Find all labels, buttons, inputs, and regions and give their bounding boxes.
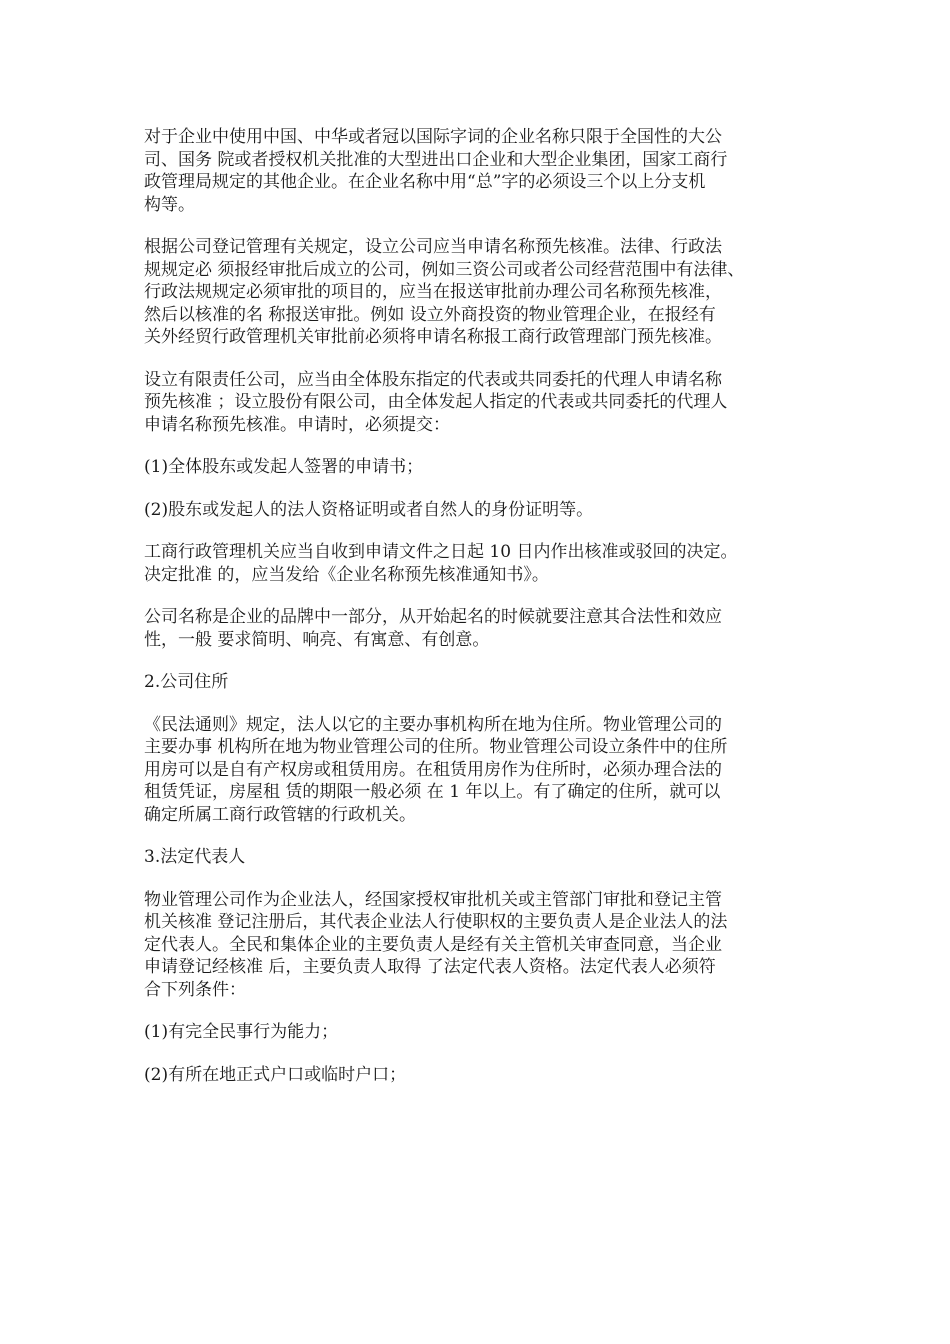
paragraph-company-residence: 《民法通则》规定，法人以它的主要办事机构所在地为住所。物业管理公司的 主要办事 机构所在地为物业管理公司的住所。物业管理公司设立条件中的住所 用房可以是自有产权房或租赁用房。在租赁用房作为住所时，必须办理合法的 租赁凭证，房屋租 赁的期限一般必须 在 1 年以上。有了确定的住所，就可以 确定所属工商行政管辖的行政机关。	[144, 714, 728, 825]
list-item-application-form: (1)全体股东或发起人签署的申请书；	[144, 457, 424, 477]
paragraph-enterprise-name-scope: 对于企业中使用中国、中华或者冠以国际字词的企业名称只限于全国性的大公 司、国务 院或者授权机关批准的大型进出口企业和大型企业集团，国家工商行 政管理局规定的其他企业。在企业名称中用“总”字的必须设三个以上分支机 构等。	[144, 127, 728, 215]
paragraph-approval-decision: 工商行政管理机关应当自收到申请文件之日起 10 日内作出核准或驳回的决定。 决定批准 的，应当发给《企业名称预先核准通知书》。	[144, 542, 738, 585]
paragraph-legal-representative: 物业管理公司作为企业法人，经国家授权审批机关或主管部门审批和登记主管 机关核准 登记注册后，其代表企业法人行使职权的主要负责人是企业法人的法 定代表人。全民和集体企业的主要负责人是经有关主管机关审查同意，当企业 申请登记经核准 后，主要负责人取得 了法定代表人资格。法定代表人必须符 合下列条件：	[144, 889, 728, 1000]
list-item-household-registration: (2)有所在地正式户口或临时户口；	[144, 1064, 407, 1085]
section-heading-residence: 2.公司住所	[144, 672, 229, 692]
paragraph-name-pre-approval: 根据公司登记管理有关规定，设立公司应当申请名称预先核准。法律、行政法 规规定必 须报经审批后成立的公司，例如三资公司或者公司经营范围中有法律、 行政法规规定必须审批的项目的，应当在报送审批前办理公司名称预先核准， 然后以核准的名 称报送审批。例如 设立外商投资的物业管理企业，在报经有 关外经贸行政管理机关审批前必须将申请名称报工商行政管理部门预先核准。	[144, 237, 745, 347]
list-item-civil-capacity: (1)有完全民事行为能力；	[144, 1022, 339, 1042]
document-page	[144, 126, 824, 1106]
paragraph-application-submission: 设立有限责任公司，应当由全体股东指定的代表或共同委托的代理人申请名称 预先核准 ；设立股份有限公司，由全体发起人指定的代表或共同委托的代理人 申请名称预先核准。申请时，必须提交：	[144, 369, 728, 435]
section-heading-legal-representative: 3.法定代表人	[144, 847, 246, 867]
list-item-identity-proof: (2)股东或发起人的法人资格证明或者自然人的身份证明等。	[144, 499, 594, 520]
paragraph-brand-name: 公司名称是企业的品牌中一部分，从开始起名的时候就要注意其合法性和效应 性，一般 要求简明、响亮、有寓意、有创意。	[144, 607, 722, 650]
